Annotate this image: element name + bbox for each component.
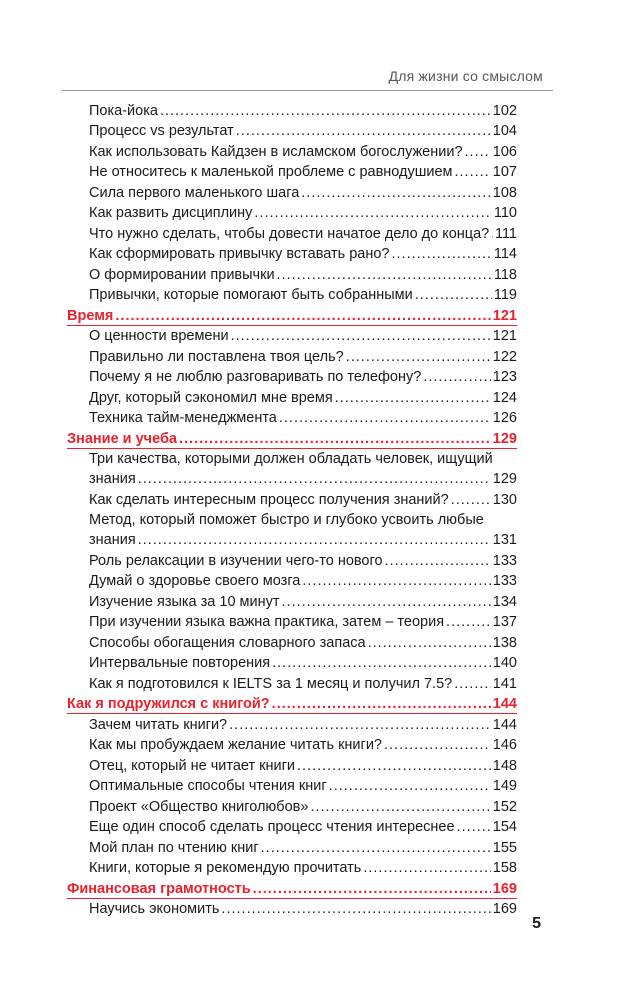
toc-entry-page: 148	[492, 757, 517, 774]
toc-entry-page: 133	[492, 552, 517, 569]
toc-entry-page: 149	[492, 778, 517, 794]
toc-entry	[67, 244, 517, 265]
toc-entry-title: Как сформировать привычку вставать рано?	[89, 246, 390, 262]
dot-leader	[277, 265, 492, 285]
toc-entry-page: 108	[492, 184, 517, 201]
toc-entry-page: 138	[492, 634, 517, 651]
toc-entry	[67, 141, 517, 162]
toc-entry-title: О формировании привычки	[89, 266, 275, 283]
section-page: 144	[492, 696, 517, 712]
toc-entry	[67, 591, 517, 612]
dot-leader	[301, 183, 491, 203]
toc-entry-title: Как использовать Кайдзен в исламском богослужении?	[89, 143, 463, 160]
toc-entry-page: 144	[492, 716, 517, 733]
toc-entry	[67, 673, 517, 694]
dot-leader	[415, 285, 492, 305]
table-of-contents	[67, 100, 517, 919]
dot-leader	[455, 162, 491, 182]
dot-leader	[253, 879, 491, 899]
toc-entry-page: 111	[494, 225, 517, 242]
toc-entry	[67, 510, 517, 551]
dot-leader	[115, 306, 490, 326]
toc-entry-title: Еще один способ сделать процесс чтения интереснее	[89, 819, 455, 835]
dot-leader	[310, 797, 490, 817]
toc-entry-title: Не относитесь к маленькой проблеме с равнодушием	[89, 164, 453, 180]
toc-entry-title-continued: знания	[89, 532, 136, 548]
toc-section-heading	[67, 694, 517, 715]
toc-entry-page: 129	[492, 471, 517, 487]
toc-entry	[67, 326, 517, 347]
dot-leader	[457, 817, 491, 837]
toc-entry-page: 110	[493, 205, 517, 221]
dot-leader	[465, 142, 491, 162]
section-page: 129	[492, 430, 517, 447]
toc-entry-title: Способы обогащения словарного запаса	[89, 634, 366, 651]
section-title: Знание и учеба	[67, 430, 177, 447]
dot-leader	[302, 571, 490, 591]
toc-entry-page: 137	[492, 614, 517, 630]
dot-leader	[138, 530, 491, 550]
toc-entry-page: 131	[492, 532, 517, 548]
toc-entry-title: Почему я не люблю разговаривать по телефону?	[89, 369, 422, 385]
dot-leader	[392, 244, 492, 264]
dot-leader	[179, 429, 491, 449]
toc-entry-page: 118	[493, 266, 517, 283]
toc-entry	[67, 858, 517, 879]
toc-entry-title: Метод, который поможет быстро и глубоко усвоить любые	[89, 511, 484, 528]
toc-entry-title: Привычки, которые помогают быть собранными	[89, 287, 413, 303]
toc-entry	[67, 100, 517, 121]
toc-entry-page: 107	[492, 164, 517, 180]
toc-entry-title: Три качества, которыми должен обладать человек, ищущий	[89, 450, 493, 467]
toc-entry	[67, 489, 517, 510]
toc-entry	[67, 653, 517, 674]
dot-leader	[279, 408, 491, 428]
toc-entry	[67, 203, 517, 224]
toc-entry-page: 133	[492, 573, 517, 589]
toc-entry-title: Техника тайм-менеджмента	[89, 410, 277, 426]
toc-entry-title: Роль релаксации в изучении чего-то нового	[89, 552, 383, 569]
toc-entry-page: 106	[492, 143, 517, 160]
toc-entry	[67, 387, 517, 408]
toc-entry	[67, 796, 517, 817]
toc-entry-title: Интервальные повторения	[89, 655, 271, 671]
toc-entry-title: Пока-йока	[89, 102, 158, 119]
toc-entry	[67, 755, 517, 776]
toc-entry-title: Мой план по чтению книг	[89, 839, 259, 856]
toc-entry-title: Друг, который сэкономил мне время	[89, 389, 333, 406]
dot-leader	[160, 101, 491, 121]
toc-entry-title: Думай о здоровье своего мозга	[89, 573, 301, 589]
toc-entry-title: Что нужно сделать, чтобы довести начатое дело до конца?	[89, 225, 490, 242]
toc-entry-page: 121	[492, 328, 517, 344]
dot-leader	[423, 367, 490, 387]
dot-leader	[231, 326, 491, 346]
toc-entry-title: Отец, который не читает книги	[89, 757, 295, 774]
section-page: 121	[492, 307, 517, 324]
toc-entry-page: 122	[492, 348, 517, 365]
toc-entry-page: 124	[492, 389, 517, 406]
toc-entry-title: Как мы пробуждаем желание читать книги?	[89, 737, 382, 753]
toc-entry-page: 114	[493, 246, 517, 262]
dot-leader	[385, 551, 491, 571]
toc-entry	[67, 121, 517, 142]
toc-entry	[67, 346, 517, 367]
toc-entry-page: 154	[492, 819, 517, 835]
toc-entry-title: О ценности времени	[89, 328, 229, 344]
dot-leader	[335, 388, 491, 408]
dot-leader	[454, 674, 491, 694]
dot-leader	[297, 756, 491, 776]
toc-entry-page: 155	[492, 839, 517, 856]
toc-section-heading	[67, 428, 517, 449]
toc-entry-title: Процесс vs результат	[89, 123, 234, 139]
toc-entry	[67, 837, 517, 858]
toc-entry-title: При изучении языка важна практика, затем – теория	[89, 614, 445, 630]
dot-leader	[254, 203, 491, 223]
toc-entry	[67, 550, 517, 571]
page-number: 5	[532, 915, 541, 932]
toc-entry-title: Научись экономить	[89, 901, 220, 917]
toc-entry-title: Изучение языка за 10 минут	[89, 593, 280, 610]
toc-entry-title: Правильно ли поставлена твоя цель?	[89, 348, 344, 365]
section-title: Финансовая грамотность	[67, 880, 251, 897]
toc-entry	[67, 735, 517, 756]
dot-leader	[363, 858, 490, 878]
dot-leader	[261, 838, 491, 858]
section-title: Время	[67, 307, 114, 324]
toc-entry-page: 158	[492, 860, 517, 876]
toc-entry-page: 102	[492, 102, 517, 119]
section-title: Как я подружился с книгой?	[67, 696, 270, 712]
toc-entry-page: 119	[493, 287, 517, 303]
running-head: Для жизни со смыслом	[388, 68, 543, 84]
toc-entry-title-continued: знания	[89, 471, 136, 487]
toc-entry-page: 146	[492, 737, 517, 753]
dot-leader	[446, 612, 491, 632]
header-rule	[62, 90, 553, 91]
dot-leader	[451, 490, 491, 510]
toc-entry	[67, 367, 517, 388]
toc-entry-title: Как сделать интересным процесс получения знаний?	[89, 491, 449, 508]
toc-entry	[67, 162, 517, 183]
dot-leader	[368, 633, 491, 653]
toc-entry	[67, 632, 517, 653]
toc-entry	[67, 817, 517, 838]
toc-entry-page: 123	[492, 369, 517, 385]
toc-section-heading	[67, 878, 517, 899]
dot-leader	[346, 347, 491, 367]
toc-section-heading	[67, 305, 517, 326]
toc-entry-page: 140	[492, 655, 517, 671]
toc-entry-page: 104	[492, 123, 517, 139]
toc-entry-title: Книги, которые я рекомендую прочитать	[89, 860, 362, 876]
toc-entry	[67, 714, 517, 735]
dot-leader	[329, 776, 491, 796]
toc-entry	[67, 182, 517, 203]
toc-entry-page: 152	[492, 798, 517, 815]
toc-entry	[67, 264, 517, 285]
dot-leader	[229, 715, 491, 735]
toc-entry-title: Сила первого маленького шага	[89, 184, 300, 201]
toc-entry	[67, 571, 517, 592]
toc-entry-title: Проект «Общество книголюбов»	[89, 798, 309, 815]
toc-entry	[67, 776, 517, 797]
toc-entry	[67, 408, 517, 429]
toc-entry	[67, 449, 517, 490]
dot-leader	[272, 694, 491, 714]
dot-leader	[491, 224, 493, 244]
toc-entry-page: 169	[492, 901, 517, 917]
toc-entry-title: Зачем читать книги?	[89, 716, 228, 733]
toc-entry-page: 134	[492, 593, 517, 610]
toc-entry	[67, 223, 517, 244]
dot-leader	[221, 899, 490, 919]
toc-entry-title: Оптимальные способы чтения книг	[89, 778, 327, 794]
section-page: 169	[492, 880, 517, 897]
dot-leader	[272, 653, 491, 673]
dot-leader	[138, 469, 491, 489]
dot-leader	[282, 592, 491, 612]
toc-entry	[67, 899, 517, 920]
dot-leader	[384, 735, 491, 755]
toc-entry-page: 126	[492, 410, 517, 426]
toc-entry-page: 130	[492, 491, 517, 508]
toc-entry-page: 141	[492, 675, 517, 692]
dot-leader	[236, 121, 491, 141]
toc-entry-title: Как я подготовился к IELTS за 1 месяц и получил 7.5?	[89, 675, 453, 692]
toc-entry	[67, 285, 517, 306]
toc-entry	[67, 612, 517, 633]
toc-entry-title: Как развить дисциплину	[89, 205, 253, 221]
